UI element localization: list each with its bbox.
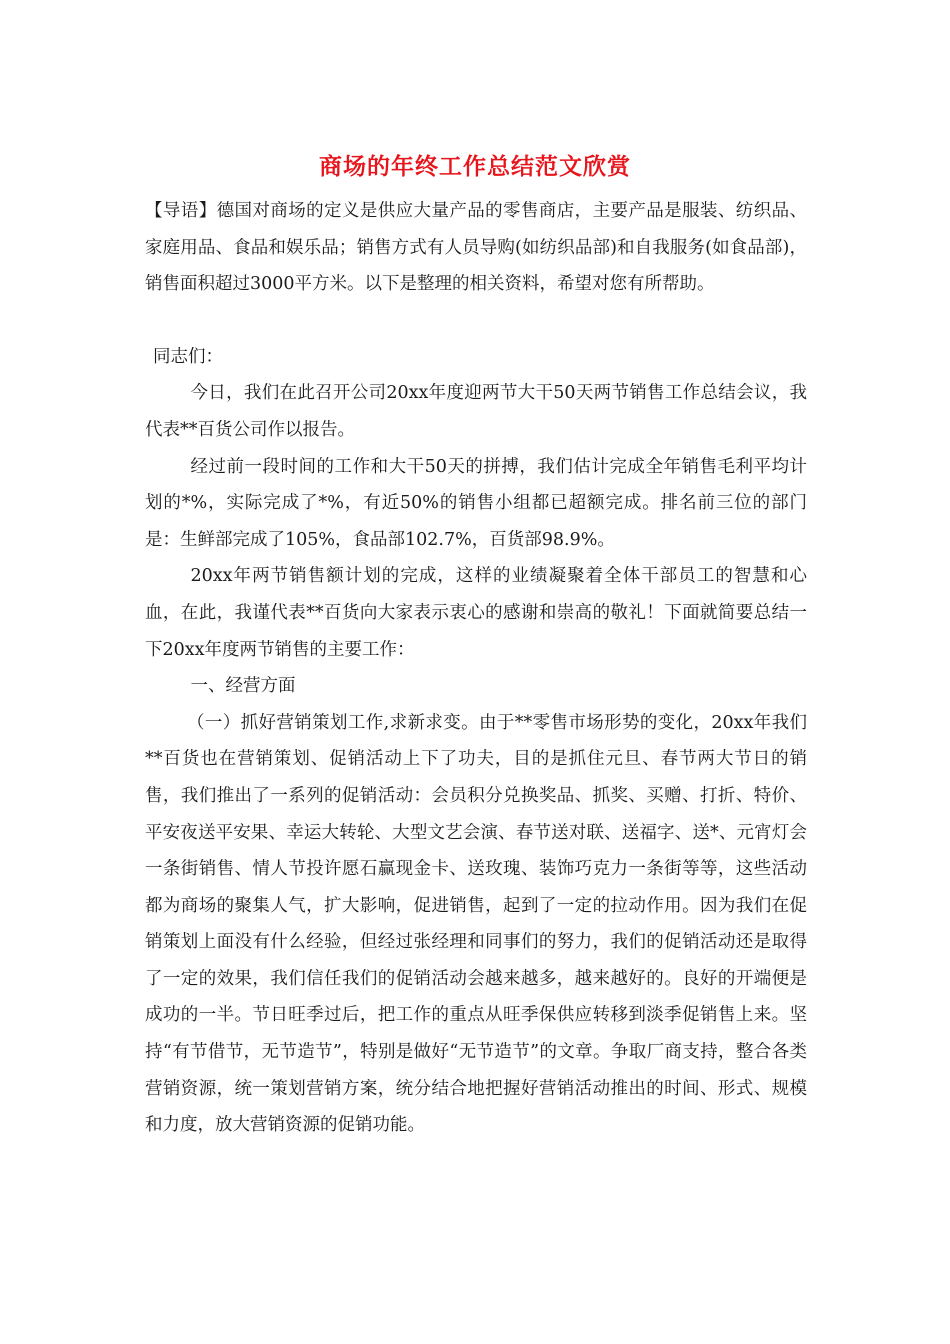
body-paragraph-3: 20xx年两节销售额计划的完成，这样的业绩凝聚着全体干部员工的智慧和心血，在此，我谨代表**百货向大家表示衷心的感谢和崇高的敬礼！下面就简要总结一下20xx年度两节销售的主要工作： xyxy=(145,566,807,660)
document-body xyxy=(145,193,807,1144)
document-title: 商场的年终工作总结范文欣赏 xyxy=(319,154,631,180)
intro-paragraph: 【导语】德国对商场的定义是供应大量产品的零售商店，主要产品是服装、纺织品、家庭用品、食品和娱乐品；销售方式有人员导购(如纺织品部)和自我服务(如食品部)，销售面积超过3000平方米。以下是整理的相关资料，希望对您有所帮助。 xyxy=(145,201,807,295)
section-paragraph: （一）抓好营销策划工作,求新求变。由于**零售市场形势的变化，20xx年我们**百货也在营销策划、促销活动上下了功夫，目的是抓住元旦、春节两大节日的销售，我们推出了一系列的促销活动：会员积分兑换奖品、抓奖、买赠、打折、特价、平安夜送平安果、幸运大转轮、大型文艺会演、春节送对联、送福字、送*、元宵灯会一条街销售、情人节投许愿石赢现金卡、送玫瑰、装饰巧克力一条街等等，这些活动都为商场的聚集人气，扩大影响，促进销售，起到了一定的拉动作用。因为我们在促销策划上面没有什么经验，但经过张经理和同事们的努力，我们的促销活动还是取得了一定的效果，我们信任我们的促销活动会越来越多，越来越好的。良好的开端便是成功的一半。节日旺季过后，把工作的重点从旺季保供应转移到淡季促销售上来。坚持“有节借节，无节造节”，特别是做好“无节造节”的文章。争取厂商支持，整合各类营销资源，统一策划营销方案，统分结合地把握好营销活动推出的时间、形式、规模和力度，放大营销资源的促销功能。 xyxy=(145,712,807,1136)
body-paragraph-2: 经过前一段时间的工作和大干50天的拼搏，我们估计完成全年销售毛利平均计划的*%，实际完成了*%，有近50%的销售小组都已超额完成。排名前三位的部门是：生鲜部完成了105%，食品部102.7%，百货部98.9%。 xyxy=(145,456,807,550)
salutation: 同志们： xyxy=(153,346,223,367)
section-heading: 一、经营方面 xyxy=(190,676,296,697)
body-paragraph-1: 今日，我们在此召开公司20xx年度迎两节大干50天两节销售工作总结会议，我代表**百货公司作以报告。 xyxy=(145,383,807,440)
